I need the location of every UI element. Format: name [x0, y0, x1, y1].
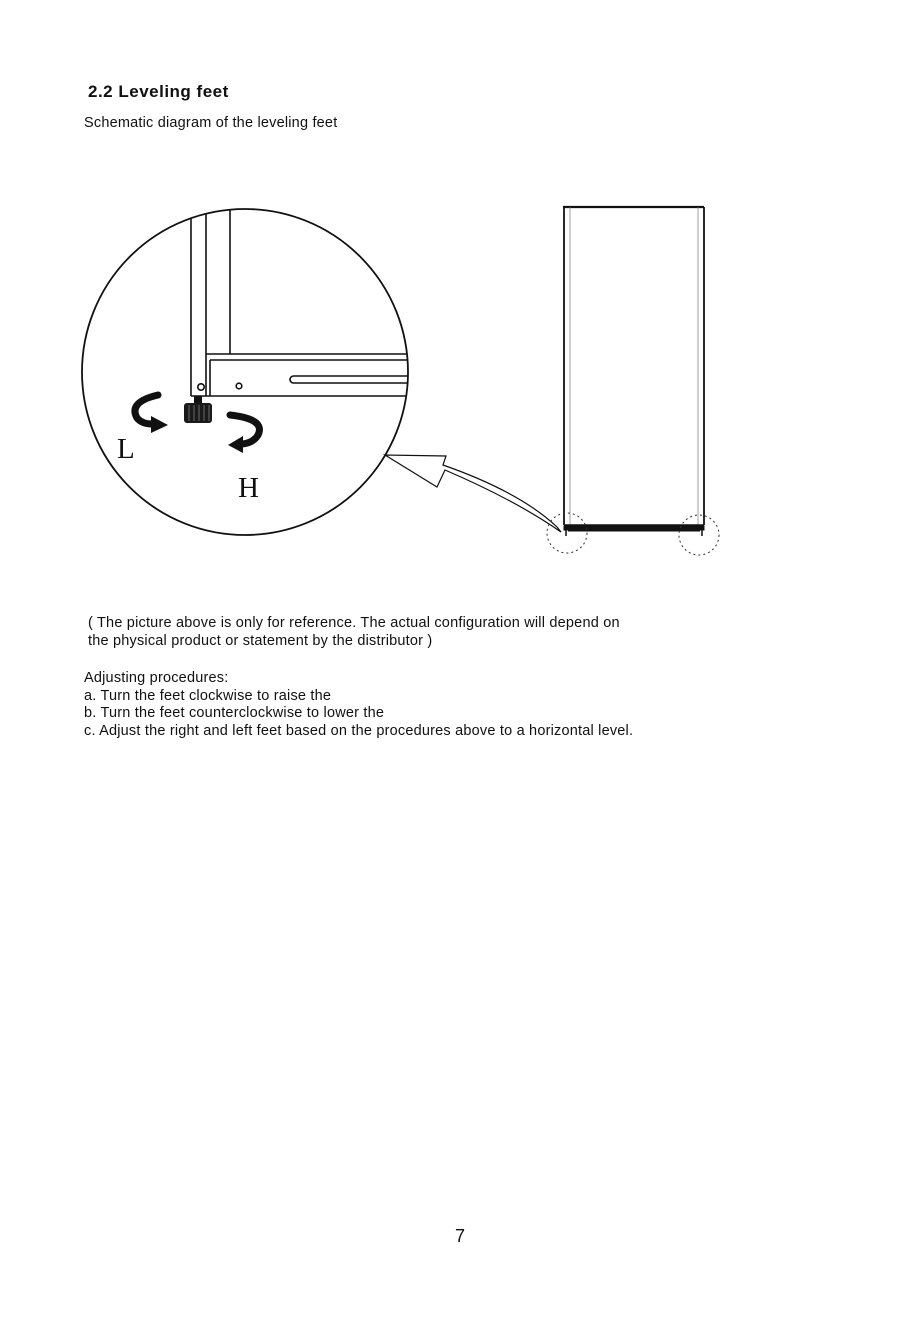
reference-note-line: the physical product or statement by the distributor ): [88, 633, 433, 649]
rotate-left-arrow-icon: [135, 395, 168, 433]
label-h: H: [238, 472, 259, 504]
diagram-caption: Schematic diagram of the leveling feet: [84, 115, 338, 131]
procedure-step: a. Turn the feet clockwise to raise the: [84, 687, 332, 704]
reference-note: [88, 614, 748, 650]
rotate-right-arrow-icon: [228, 415, 259, 453]
procedures-heading: Adjusting procedures:: [84, 670, 229, 686]
left-foot-highlight: [547, 513, 587, 553]
label-l: L: [117, 433, 135, 465]
refrigerator-front-view: [563, 207, 704, 536]
right-foot-highlight: [679, 515, 719, 555]
pointer-arrow: [385, 455, 561, 532]
procedure-step: c. Adjust the right and left feet based on the procedures above to a horizontal level.: [84, 722, 634, 739]
procedure-step: b. Turn the feet counterclockwise to lower the: [84, 705, 385, 721]
section-title: 2.2 Leveling feet: [88, 82, 229, 101]
page-number: 7: [455, 1226, 466, 1246]
adjusting-procedures: [84, 670, 784, 740]
leveling-feet-diagram: [0, 190, 914, 580]
leveling-foot: [184, 396, 212, 423]
reference-note-line: ( The picture above is only for reference. The actual configuration will depend on: [88, 615, 620, 631]
